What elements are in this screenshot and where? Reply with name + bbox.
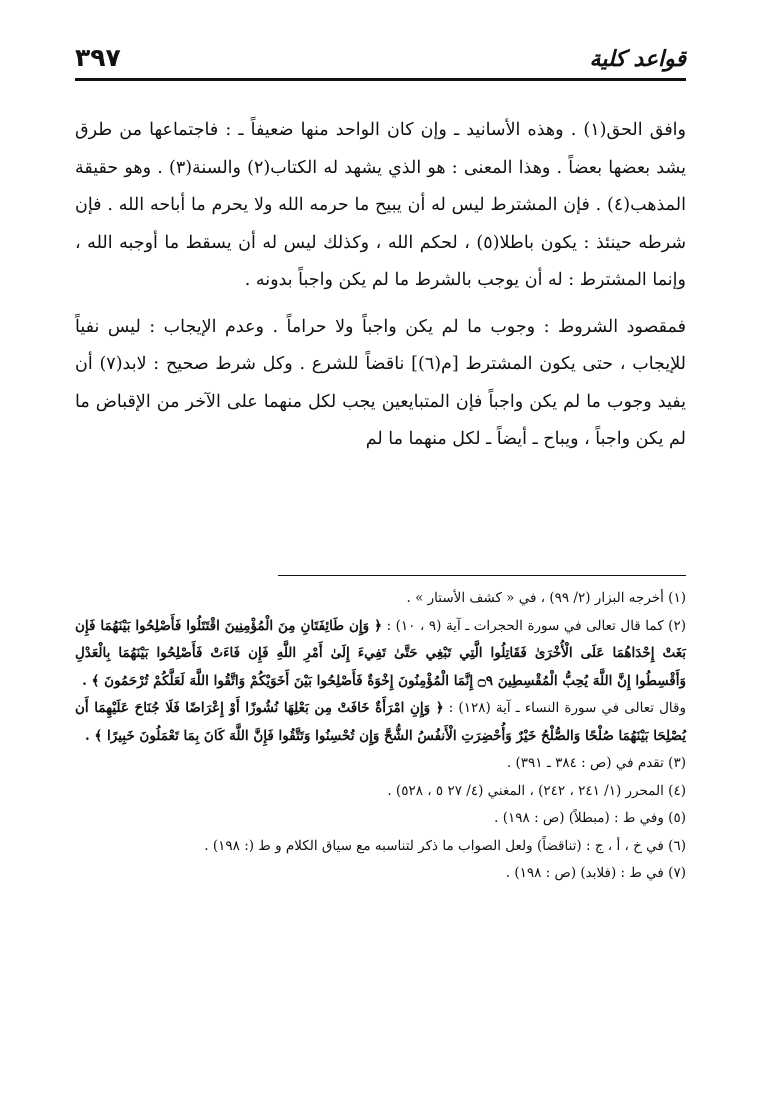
footnote-5: (٥) وفي ط : (مبطلاً) (ص : ١٩٨) . bbox=[494, 810, 686, 826]
footnote-6: (٦) في خ ، أ ، ج : (تناقضاً) ولعل الصواب ما ذكر لتناسبه مع سياق الكلام و ط (: ١٩٨) . bbox=[204, 837, 686, 854]
footnote-1: (١) أخرجه البزار (٢/ ٩٩) ، في « كشف الأستار » . bbox=[406, 590, 686, 606]
footnote-2-intro: (٢) كما قال تعالى في سورة الحجرات ـ آية (٩ ، ١٠) : bbox=[386, 617, 686, 634]
footnote-2-continued bbox=[75, 695, 686, 750]
page-header bbox=[75, 30, 686, 78]
paragraph: فمقصود الشروط : وجوب ما لم يكن واجباً ولا حراماً . وعدم الإيجاب : ليس نفياً للإيجاب ، حتى يكون المشترط [م(٦)] ناقضاً للشرع . وكل شرط صحيح : لابد(٧) أن يفيد وجوب ما لم يكن واجباً فإن المتبايعين يجب لكل منهما على الآخر من الإقباض ما لم يكن واجباً ، ويباح ـ أيضاً ـ لكل منهما ما لم bbox=[75, 316, 686, 449]
footnotes bbox=[75, 585, 686, 888]
footnote-3: (٣) تقدم في (ص : ٣٨٤ ـ ٣٩١) . bbox=[506, 755, 686, 771]
main-text bbox=[75, 112, 686, 459]
paragraph: وافق الحق(١) . وهذه الأسانيد ـ وإن كان الواحد منها ضعيفاً ـ : فاجتماعها من طرق يشد بعضها بعضاً . وهذا المعنى : هو الذي يشهد له الكتاب(٢) والسنة(٣) . وهو حقيقة المذهب(٤) . فإن المشترط ليس له أن يبيح ما حرمه الله ولا يحرم ما أباحه الله . فإن شرطه حينئذ : يكون باطلا(٥) ، لحكم الله ، وكذلك ليس له أن يسقط ما أوجبه الله ، وإنما المشترط : له أن يوجب بالشرط ما لم يكن واجباً بدونه . bbox=[75, 120, 686, 290]
footnote-2 bbox=[75, 613, 686, 696]
footnote-4: (٤) المحرر (١/ ٢٤١ ، ٢٤٢) ، المغني (٤/ ٢٧ ٥ ، ٥٢٨) . bbox=[387, 782, 686, 799]
footnote-2b-intro: وقال تعالى في سورة النساء ـ آية (١٢٨) : bbox=[448, 700, 687, 716]
footnote-7: (٧) في ط : (فلابد) (ص : ١٩٨) . bbox=[505, 865, 686, 881]
running-title: قواعد كلية bbox=[589, 47, 686, 72]
quran-verse: ﴿ وَإِنِ امْرَأَةٌ خَافَتْ مِن بَعْلِهَا نُشُوزًا أَوْ إِعْرَاضًا فَلَا جُنَاحَ عَلَيْهِمَا أَن يُصْلِحَا بَيْنَهُمَا صُلْحًا وَالصُّلْحُ خَيْرٌ وَأُحْضِرَتِ الْأَنفُسُ الشُّحَّ وَإِن تُحْسِنُوا وَتَتَّقُوا فَإِنَّ اللَّهَ كَانَ بِمَا تَعْمَلُونَ خَبِيرًا ﴾ . bbox=[75, 700, 686, 744]
page-number: ٣٩٧ bbox=[75, 43, 121, 72]
footnote-separator bbox=[278, 575, 686, 576]
quran-verse: ﴿ وَإِن طَائِفَتَانِ مِنَ الْمُؤْمِنِينَ اقْتَتَلُوا فَأَصْلِحُوا بَيْنَهُمَا فَإِن بَغَتْ إِحْدَاهُمَا عَلَى الْأُخْرَىٰ فَقَاتِلُوا الَّتِي تَبْغِي حَتَّىٰ تَفِيءَ إِلَىٰ أَمْرِ اللَّهِ فَإِن فَاءَتْ فَأَصْلِحُوا بَيْنَهُمَا بِالْعَدْلِ وَأَقْسِطُوا إِنَّ اللَّهَ يُحِبُّ الْمُقْسِطِينَ ۝٩ إِنَّمَا الْمُؤْمِنُونَ إِخْوَةٌ فَأَصْلِحُوا بَيْنَ أَخَوَيْكُمْ وَاتَّقُوا اللَّهَ لَعَلَّكُمْ تُرْحَمُونَ ﴾ . bbox=[75, 617, 686, 689]
header-rule bbox=[75, 78, 686, 81]
